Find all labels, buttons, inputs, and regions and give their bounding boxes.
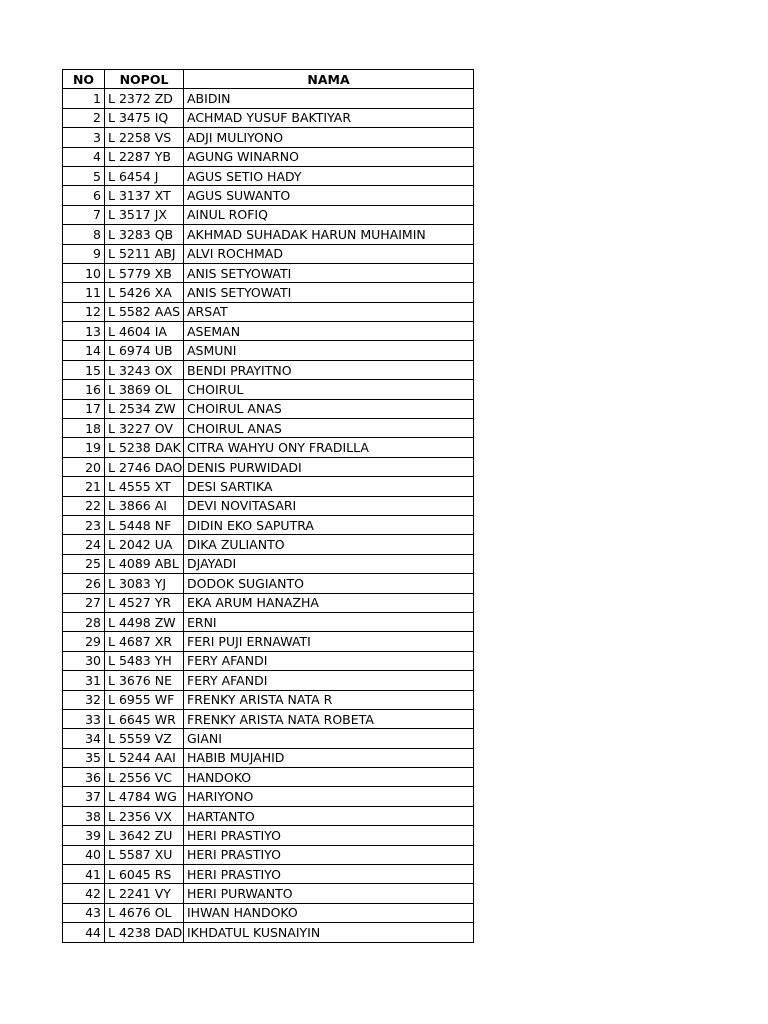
table-row	[63, 283, 474, 302]
cell-nopol: L 6045 RS	[105, 865, 184, 884]
cell-no: 37	[63, 787, 105, 806]
header-nama: NAMA	[184, 70, 474, 89]
cell-no: 9	[63, 244, 105, 263]
cell-no: 30	[63, 651, 105, 670]
cell-no: 24	[63, 535, 105, 554]
table-row	[63, 671, 474, 690]
cell-nopol: L 3283 QB	[105, 225, 184, 244]
cell-no: 17	[63, 399, 105, 418]
cell-nama: ARSAT	[184, 302, 474, 321]
cell-nopol: L 5483 YH	[105, 651, 184, 670]
cell-nama: AGUNG WINARNO	[184, 147, 474, 166]
cell-nama: ADJI MULIYONO	[184, 128, 474, 147]
cell-no: 19	[63, 438, 105, 457]
cell-nopol: L 2241 VY	[105, 884, 184, 903]
cell-nama: FERY AFANDI	[184, 651, 474, 670]
cell-no: 14	[63, 341, 105, 360]
cell-no: 33	[63, 709, 105, 728]
cell-no: 12	[63, 302, 105, 321]
cell-no: 3	[63, 128, 105, 147]
cell-nama: HERI PRASTIYO	[184, 865, 474, 884]
cell-nama: ERNI	[184, 612, 474, 631]
cell-nama: BENDI PRAYITNO	[184, 360, 474, 379]
cell-nama: GIANI	[184, 729, 474, 748]
cell-nopol: L 4555 XT	[105, 477, 184, 496]
cell-nama: AKHMAD SUHADAK HARUN MUHAIMIN	[184, 225, 474, 244]
cell-no: 21	[63, 477, 105, 496]
table-row	[63, 438, 474, 457]
cell-nopol: L 5559 VZ	[105, 729, 184, 748]
cell-nopol: L 3869 OL	[105, 380, 184, 399]
cell-nopol: L 3642 ZU	[105, 826, 184, 845]
cell-nama: HARIYONO	[184, 787, 474, 806]
cell-no: 25	[63, 554, 105, 573]
cell-nopol: L 5779 XB	[105, 263, 184, 282]
cell-no: 10	[63, 263, 105, 282]
table-row	[63, 419, 474, 438]
vehicle-owner-table	[62, 69, 474, 943]
table-row	[63, 225, 474, 244]
cell-nama: HABIB MUJAHID	[184, 748, 474, 767]
cell-nama: DIKA ZULIANTO	[184, 535, 474, 554]
cell-nama: ANIS SETYOWATI	[184, 283, 474, 302]
cell-nama: CHOIRUL ANAS	[184, 419, 474, 438]
cell-no: 6	[63, 186, 105, 205]
cell-nopol: L 4238 DAD	[105, 923, 184, 942]
cell-nama: HERI PRASTIYO	[184, 826, 474, 845]
cell-no: 7	[63, 205, 105, 224]
table-row	[63, 768, 474, 787]
cell-no: 1	[63, 89, 105, 108]
cell-nopol: L 2356 VX	[105, 806, 184, 825]
cell-no: 20	[63, 457, 105, 476]
cell-no: 40	[63, 845, 105, 864]
table-row	[63, 574, 474, 593]
cell-no: 35	[63, 748, 105, 767]
cell-nopol: L 2042 UA	[105, 535, 184, 554]
cell-no: 39	[63, 826, 105, 845]
cell-nopol: L 6955 WF	[105, 690, 184, 709]
cell-nopol: L 5448 NF	[105, 515, 184, 534]
cell-no: 15	[63, 360, 105, 379]
table-row	[63, 729, 474, 748]
table-row	[63, 787, 474, 806]
cell-nama: HERI PURWANTO	[184, 884, 474, 903]
cell-nama: DJAYADI	[184, 554, 474, 573]
cell-no: 16	[63, 380, 105, 399]
table-row	[63, 865, 474, 884]
header-row	[63, 70, 474, 89]
cell-nopol: L 6454 J	[105, 166, 184, 185]
header-nopol: NOPOL	[105, 70, 184, 89]
cell-nopol: L 4527 YR	[105, 593, 184, 612]
cell-nopol: L 3517 JX	[105, 205, 184, 224]
cell-no: 44	[63, 923, 105, 942]
table-row	[63, 108, 474, 127]
cell-no: 13	[63, 322, 105, 341]
cell-nama: ACHMAD YUSUF BAKTIYAR	[184, 108, 474, 127]
cell-nopol: L 3137 XT	[105, 186, 184, 205]
table-row	[63, 632, 474, 651]
cell-nama: AGUS SUWANTO	[184, 186, 474, 205]
cell-no: 27	[63, 593, 105, 612]
cell-no: 11	[63, 283, 105, 302]
cell-nopol: L 3083 YJ	[105, 574, 184, 593]
cell-nama: ASMUNI	[184, 341, 474, 360]
cell-nama: ASEMAN	[184, 322, 474, 341]
table-row	[63, 89, 474, 108]
cell-nama: HANDOKO	[184, 768, 474, 787]
cell-nopol: L 5211 ABJ	[105, 244, 184, 263]
cell-nama: AGUS SETIO HADY	[184, 166, 474, 185]
table-row	[63, 845, 474, 864]
cell-nama: FERI PUJI ERNAWATI	[184, 632, 474, 651]
table-row	[63, 477, 474, 496]
cell-no: 31	[63, 671, 105, 690]
cell-nopol: L 4687 XR	[105, 632, 184, 651]
cell-no: 38	[63, 806, 105, 825]
cell-nopol: L 2534 ZW	[105, 399, 184, 418]
table-row	[63, 302, 474, 321]
cell-nopol: L 2258 VS	[105, 128, 184, 147]
cell-no: 41	[63, 865, 105, 884]
table-row	[63, 341, 474, 360]
cell-nama: ALVI ROCHMAD	[184, 244, 474, 263]
table-row	[63, 515, 474, 534]
cell-nama: IHWAN HANDOKO	[184, 903, 474, 922]
cell-no: 36	[63, 768, 105, 787]
table-row	[63, 380, 474, 399]
cell-nama: CHOIRUL	[184, 380, 474, 399]
cell-nopol: L 6645 WR	[105, 709, 184, 728]
table-row	[63, 709, 474, 728]
cell-nopol: L 3243 OX	[105, 360, 184, 379]
cell-no: 42	[63, 884, 105, 903]
cell-no: 23	[63, 515, 105, 534]
table-row	[63, 554, 474, 573]
cell-nopol: L 3866 AI	[105, 496, 184, 515]
table-row	[63, 535, 474, 554]
cell-nopol: L 5238 DAK	[105, 438, 184, 457]
cell-nopol: L 5582 AAS	[105, 302, 184, 321]
cell-nopol: L 3676 NE	[105, 671, 184, 690]
cell-nopol: L 2372 ZD	[105, 89, 184, 108]
cell-nopol: L 2287 YB	[105, 147, 184, 166]
cell-nama: DEVI NOVITASARI	[184, 496, 474, 515]
cell-no: 28	[63, 612, 105, 631]
table-row	[63, 186, 474, 205]
cell-nama: DENIS PURWIDADI	[184, 457, 474, 476]
table-row	[63, 593, 474, 612]
table-row	[63, 903, 474, 922]
cell-no: 34	[63, 729, 105, 748]
cell-nama: CITRA WAHYU ONY FRADILLA	[184, 438, 474, 457]
cell-nama: DODOK SUGIANTO	[184, 574, 474, 593]
table-row	[63, 128, 474, 147]
table-header	[63, 70, 474, 89]
cell-no: 2	[63, 108, 105, 127]
table-row	[63, 826, 474, 845]
cell-nopol: L 5244 AAI	[105, 748, 184, 767]
table-row	[63, 263, 474, 282]
cell-nama: CHOIRUL ANAS	[184, 399, 474, 418]
table-row	[63, 690, 474, 709]
table-row	[63, 748, 474, 767]
cell-nopol: L 3475 IQ	[105, 108, 184, 127]
table-row	[63, 166, 474, 185]
cell-no: 8	[63, 225, 105, 244]
cell-nama: IKHDATUL KUSNAIYIN	[184, 923, 474, 942]
cell-nama: FERY AFANDI	[184, 671, 474, 690]
table-row	[63, 496, 474, 515]
cell-nopol: L 3227 OV	[105, 419, 184, 438]
cell-nama: ANIS SETYOWATI	[184, 263, 474, 282]
cell-nama: HARTANTO	[184, 806, 474, 825]
cell-no: 29	[63, 632, 105, 651]
cell-nopol: L 2556 VC	[105, 768, 184, 787]
table-row	[63, 923, 474, 942]
cell-nama: FRENKY ARISTA NATA R	[184, 690, 474, 709]
cell-no: 22	[63, 496, 105, 515]
table-row	[63, 244, 474, 263]
cell-nama: AINUL ROFIQ	[184, 205, 474, 224]
cell-no: 26	[63, 574, 105, 593]
table-row	[63, 612, 474, 631]
table-row	[63, 360, 474, 379]
table-row	[63, 806, 474, 825]
cell-no: 5	[63, 166, 105, 185]
cell-nopol: L 2746 DAO	[105, 457, 184, 476]
cell-nama: DESI SARTIKA	[184, 477, 474, 496]
cell-no: 4	[63, 147, 105, 166]
cell-nopol: L 4604 IA	[105, 322, 184, 341]
table-row	[63, 651, 474, 670]
cell-nopol: L 5426 XA	[105, 283, 184, 302]
cell-nama: ABIDIN	[184, 89, 474, 108]
table-row	[63, 457, 474, 476]
header-no: NO	[63, 70, 105, 89]
cell-nopol: L 4089 ABL	[105, 554, 184, 573]
cell-nama: HERI PRASTIYO	[184, 845, 474, 864]
table-row	[63, 884, 474, 903]
table-row	[63, 147, 474, 166]
cell-nopol: L 4498 ZW	[105, 612, 184, 631]
table-row	[63, 205, 474, 224]
table-row	[63, 399, 474, 418]
cell-nama: FRENKY ARISTA NATA ROBETA	[184, 709, 474, 728]
table-body	[63, 89, 474, 942]
table-row	[63, 322, 474, 341]
cell-nama: EKA ARUM HANAZHA	[184, 593, 474, 612]
cell-no: 43	[63, 903, 105, 922]
cell-nopol: L 5587 XU	[105, 845, 184, 864]
cell-no: 18	[63, 419, 105, 438]
cell-nopol: L 4784 WG	[105, 787, 184, 806]
cell-no: 32	[63, 690, 105, 709]
cell-nopol: L 4676 OL	[105, 903, 184, 922]
cell-nopol: L 6974 UB	[105, 341, 184, 360]
cell-nama: DIDIN EKO SAPUTRA	[184, 515, 474, 534]
